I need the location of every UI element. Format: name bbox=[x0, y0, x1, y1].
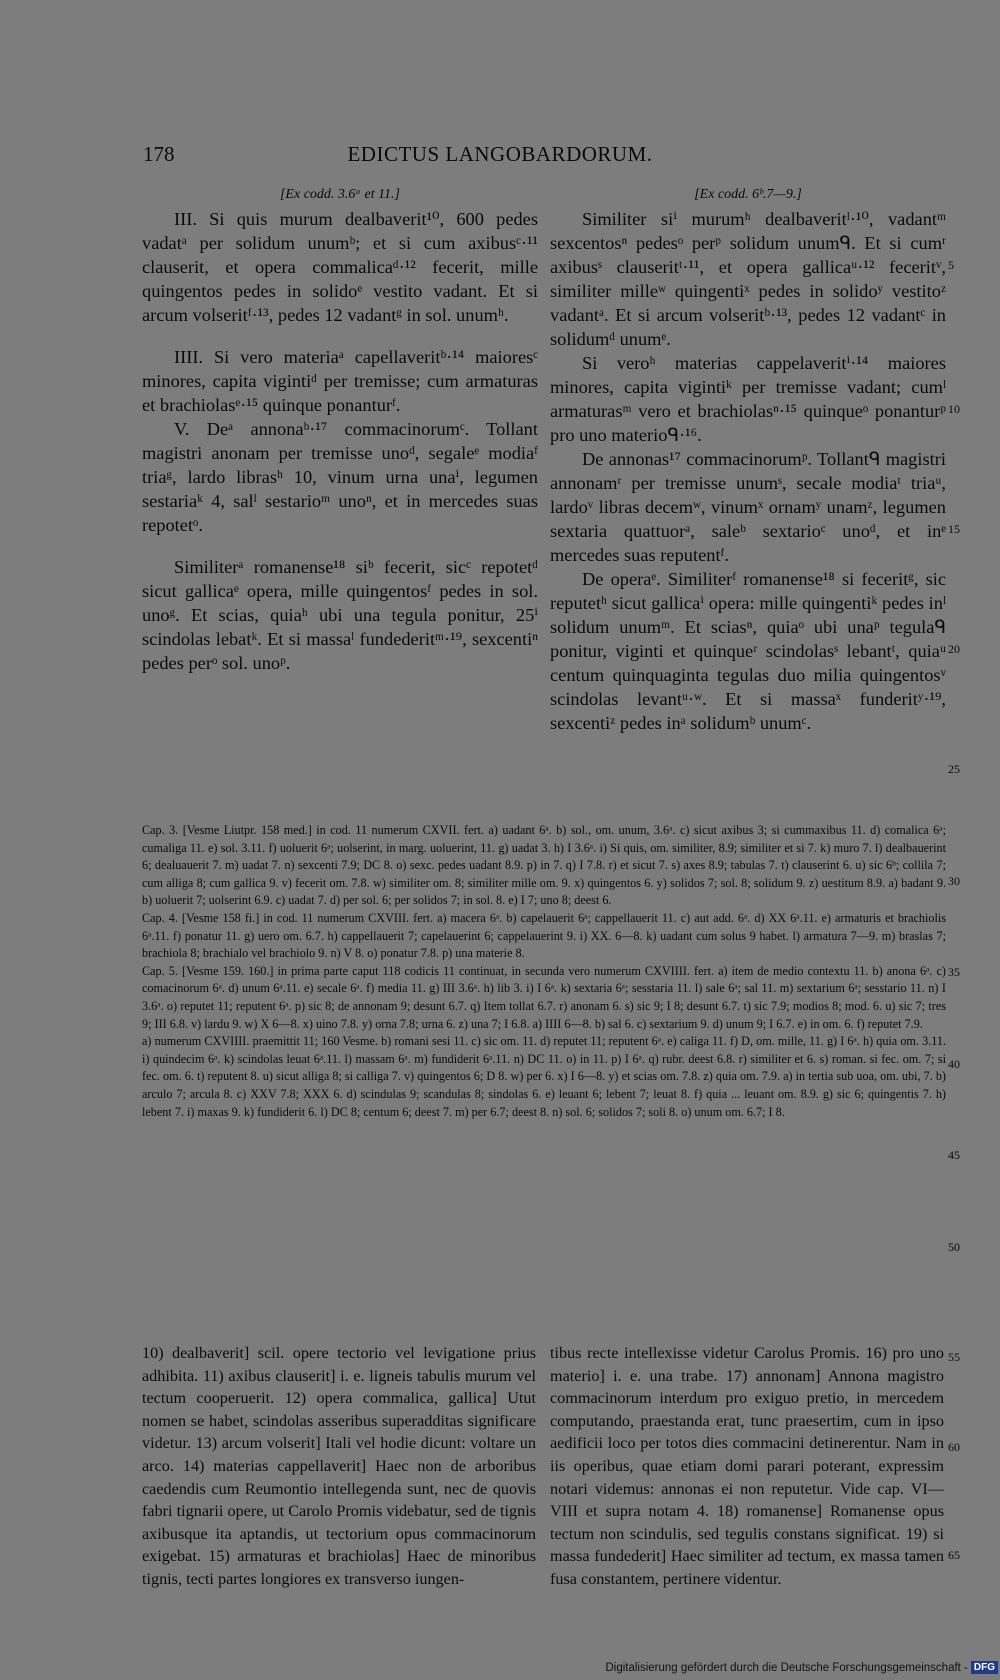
line-number: 15 bbox=[948, 522, 960, 536]
line-number: 5 bbox=[948, 258, 954, 272]
footnote-text: 10) dealbaverit] scil. opere tectorio vel levigatione prius adhibita. 11) axibus clauserit] i. e. ligneis tabulis murum vel tectum cooperuerit. 12) opera commalica, gallica] Utut nomen se habet, scindolas asseribus superadditas significare videtur. 13) arcum volserit] Itali vel hodie dicunt: voltare un arco. 14) materias cappellaverit] Haec non de arboribus caedendis cum Reumontio intellegenda sunt, nec de quovis fabri tignarii opere, ut Carolo Promis videbatur, sed de tignis axibusque ita aptandis, ut tectorium opus commacinorum exigebat. 15) armaturas et brachiolas] Haec de minoribus tignis, tecti partes longiores ex transverso iungen- bbox=[142, 1344, 536, 1588]
digitization-credit bbox=[605, 1661, 998, 1674]
line-number: 25 bbox=[948, 762, 960, 776]
apparatus-block: Cap. 5. [Vesme 159. 160.] in prima parte caput 118 codicis 11 continuat, in secunda vero numerum CXVIIII. fert. a) item de medio contextu 11. b) anona 6ᵃ. c) comacinorum 6ᵃ. d) unum 6ᵃ.11. e) secale 6ᵃ. f) media 11. g) III 3.6ᵃ. h) lib 3. i) I 6ᵃ. k) sextaria 6ᵃ; sesstaria 11. l) sale 6ᵃ; sal 11. m) sextarium 6ᵃ; sesstario 11. n) I 3.6ᵃ. o) reputet 11; reputent 6ᵃ. p) sic 8; de annonam 9; desunt 6.7. q) Item tollat 6.7. r) anonam 6. s) sic 9; I 8; desunt 6.7. t) sic 7.9; modios 8; mod. 6. u) sic 7; tres 9; III 6.8. v) lardu 9. w) X 6—8. x) uino 7.8. y) orna 7.8; urna 6. z) una 7; I 6.8. a) IIII 6—8. b) sal 6. c) sextarium 9. d) unum 9; I 6.7. e) in om. 6. f) reputet 7.9. bbox=[142, 963, 946, 1031]
left-paragraph: III. Si quis murum dealbaverit¹⁰, 600 pedes vadatᵃ per solidum unumᵇ; et si cum axibusᶜ·¹¹ clauserit, et opera commalicaᵈ·¹² fecerit, mille quingentos pedes in solidoᵉ vestito vadant. Et si arcum volseritᶠ·¹³, pedes 12 vadantᵍ in sol. unumʰ. bbox=[142, 209, 538, 325]
right-paragraph: De annonas¹⁷ commacinorumᵖ. Tollantᑫ magistri annonamʳ per tremisse unumˢ, secale modiaᵗ triaᵘ, lardoᵛ libras decemʷ, vinumˣ ornamʸ unamᶻ, legumen sextaria quattuorᵃ, saleᵇ sextarioᶜ unoᵈ, et inᵉ mercedes suas reputentᶠ. bbox=[550, 449, 946, 565]
line-number: 55 bbox=[948, 1350, 960, 1364]
line-number: 60 bbox=[948, 1440, 960, 1454]
running-title: EDICTUS LANGOBARDORUM. bbox=[347, 142, 653, 166]
line-number: 40 bbox=[948, 1057, 960, 1071]
left-source-note: [Ex codd. 3.6ᵃ et 11.] bbox=[279, 187, 401, 202]
credit-text: Digitalisierung gefördert durch die Deutsche Forschungsgemeinschaft - bbox=[605, 1661, 968, 1674]
right-column bbox=[550, 186, 946, 735]
line-number: 35 bbox=[948, 965, 960, 979]
left-column bbox=[142, 186, 538, 675]
critical-apparatus bbox=[142, 822, 946, 1121]
left-paragraph: Similiterᵃ romanense¹⁸ siᵇ fecerit, sicᶜ repotetᵈ sicut gallicaᵉ opera, mille quingentosᶠ pedes in sol. unoᵍ. Et scias, quiaʰ ubi una tegula ponitur, 25ⁱ scindolas lebatᵏ. Et si massaˡ fundederitᵐ·¹⁹, sexcentiⁿ pedes perᵒ sol. unoᵖ. bbox=[142, 557, 538, 673]
page-number: 178 bbox=[143, 142, 175, 166]
line-number: 20 bbox=[948, 642, 960, 656]
right-source-note: [Ex codd. 6ᵇ.7—9.] bbox=[694, 187, 802, 202]
footnotes-left bbox=[142, 1342, 536, 1591]
right-paragraph: Similiter siⁱ murumʰ dealbaveritˡ·¹⁰, vadantᵐ sexcentosⁿ pedesᵒ perᵖ solidum unumᑫ. Et si cumʳ axibusˢ clauseritᵗ·¹¹, et opera gallicaᵘ·¹² feceritᵛ, similiter milleʷ quingentiˣ pedes in solidoʸ vestitoᶻ vadantᵃ. Et si arcum volseritᵇ·¹³, pedes 12 vadantᶜ in solidumᵈ unumᵉ. bbox=[550, 209, 946, 349]
apparatus-block: Cap. 3. [Vesme Liutpr. 158 med.] in cod. 11 numerum CXVII. fert. a) uadant 6ᵃ. b) sol., om. unum, 3.6ᵃ. c) sicut axibus 3; si cummaxibus 11. d) comalica 6ᵃ; cumaliga 11. e) sol. 3.11. f) uoluerit 6ᵃ; uolserint, in marg. uoluerint, 11. g) uadat 3. h) I 3.6ᵃ. i) Si quis, om. similiter, 8.9; similiter et si 7. k) muro 7. l) dealbauerint 6; dealuauerit 7. m) uadat 7. n) sexcenti 7.9; DC 8. o) sexc. pedes uadant 8.9. p) in 7. q) I 7.8. r) et sicut 7. s) axes 8.9; tabulas 7. t) clauserint 6. u) sic 6ᵇ; collila 7; cum alliga 8; cum gallica 9. v) fecerit om. 7.8. w) similiter om. 8; similiter mille om. 9. x) quingentos 6. y) solidos 7; sol. 8; solidum 9. z) uestitum 8.9. a) badant 9. b) uoluerit 7; uolserint 6.9. c) uadat 7. d) per sol. 6; per solidos 7; in sol. 8. e) I 7; uno 8; deest 6. bbox=[142, 823, 946, 908]
left-paragraph: IIII. Si vero materiaᵃ capellaveritᵇ·¹⁴ maioresᶜ minores, capita vigintiᵈ per tremisse; cum armaturas et brachiolasᵉ·¹⁵ quinque ponanturᶠ. bbox=[142, 347, 538, 415]
line-number: 65 bbox=[948, 1548, 960, 1562]
footnote-text: tibus recte intellexisse videtur Carolus Promis. 16) pro uno materio] i. e. una trabe. 17) annonam] Annona magistro commacinorum interdum pro exiguo pretio, in mercedem computando, praestanda erat, tunc praesertim, cum in ipso aedificii loco per totos dies commacini detinerentur. Nam in iis operibus, quae etiam domi parari poterant, expressim notari videmus: annonas ei non reputetur. Vide cap. VI—VIII et supra notam 4. 18) romanense] Romanense opus tectum non scindulis, sed tegulis constans significat. 19) si massa fundederit] Haec similiter ad tectum, ex massa tamen fusa constantem, pertinere videntur. bbox=[550, 1344, 944, 1588]
line-number: 30 bbox=[948, 874, 960, 888]
apparatus-block: Cap. 4. [Vesme 158 fi.] in cod. 11 numerum CXVIII. fert. a) macera 6ᵃ. b) capelauerit 6ᵃ; cappellauerit 11. c) aut add. 6ᵃ. d) XX 6ᵃ.11. e) armaturis et brachiolis 6ᵃ.11. f) ponatur 11. g) uero om. 6.7. h) cappellauerit 7; capelauerint 6; cappelauerint 9. i) XX. 6—8. k) uadant cum solus 9 habet. l) armatura 7—9. m) braslas 7; brachiola 8; brachialo vel brachiolo 9. n) V 8. o) ponatur 7.8. p) una materie 8. bbox=[142, 910, 946, 961]
footnotes-right bbox=[550, 1342, 944, 1591]
line-number: 50 bbox=[948, 1240, 960, 1254]
page-header bbox=[0, 142, 1000, 172]
right-paragraph: De operaᵉ. Similiterᶠ romanense¹⁸ si feceritᵍ, sic reputetʰ sicut gallicaⁱ opera: mille quingentiᵏ pedes inˡ solidum unumᵐ. Et sciasⁿ, quiaᵒ ubi unaᵖ tegulaᑫ ponitur, viginti et quinqueʳ scindolasˢ lebantᵗ, quiaᵘ centum quinquaginta tegulas duo milia quingentosᵛ scindolas levantᵘ·ʷ. Et si massaˣ funderitʸ·¹⁹, sexcentiᶻ pedes inᵃ solidumᵇ unumᶜ. bbox=[550, 569, 946, 733]
apparatus-block: a) numerum CXVIIII. praemittit 11; 160 Vesme. b) romani sesi 11. c) sic om. 11. d) reputet 11; reputent 6ᵃ. e) caliga 11. f) D, om. mille, 11. g) I 6ᵃ. h) quia om. 3.11. i) quindecim 6ᵃ. k) scindolas leuat 6ᵃ.11. l) massam 6ᵃ. m) fundiderit 6ᵃ.11. n) DC 11. o) in 11. p) I 6ᵃ. q) rubr. deest 6.8. r) similiter et 6. s) roman. si fec. om. 7; si fec. om. 6. t) reputent 8. u) sicut alliga 8; si calliga 7. v) quingentos 6; D 8. w) per 6. x) I 6—8. y) et scias om. 7.8. z) quia om. 7.9. a) in tertia sub uoa, om. ubi, 7. b) arculo 7; arcula 8. c) XXV 7.8; XXX 6. d) scindulas 9; scandulas 8; sindolas 6. e) leuant 6; lebent 7; leuat 8. f) quia ... leuant om. 8.9. g) sic 6; quingentis 7. h) lebent 7. i) maxas 9. k) fundiderit 6. l) DC 8; centum 6; deest 7. m) per 6.7; deest 8. n) sol. 6; solidos 7; soli 8. o) unum om. 6.7; I 8. bbox=[142, 1034, 946, 1119]
line-number: 10 bbox=[948, 402, 960, 416]
right-paragraph: Si veroʰ materias cappelaveritⁱ·¹⁴ maiores minores, capita vigintiᵏ per tremisse vadant; cumˡ armaturasᵐ vero et brachiolasⁿ·¹⁵ quinqueᵒ ponanturᵖ pro uno materioᑫ·¹⁶. bbox=[550, 353, 946, 445]
left-paragraph: V. Deᵃ annonaᵇ·¹⁷ commacinorumᶜ. Tollant magistri anonam per tremisse unoᵈ, segaleᵉ modiaᶠ triaᵍ, lardo librasʰ 10, vinum urna unaⁱ, legumen sestariaᵏ 4, salˡ sestarioᵐ unoⁿ, et in mercedes suas repotetᵒ. bbox=[142, 419, 538, 535]
line-number: 45 bbox=[948, 1148, 960, 1162]
dfg-logo: DFG bbox=[971, 1661, 998, 1674]
